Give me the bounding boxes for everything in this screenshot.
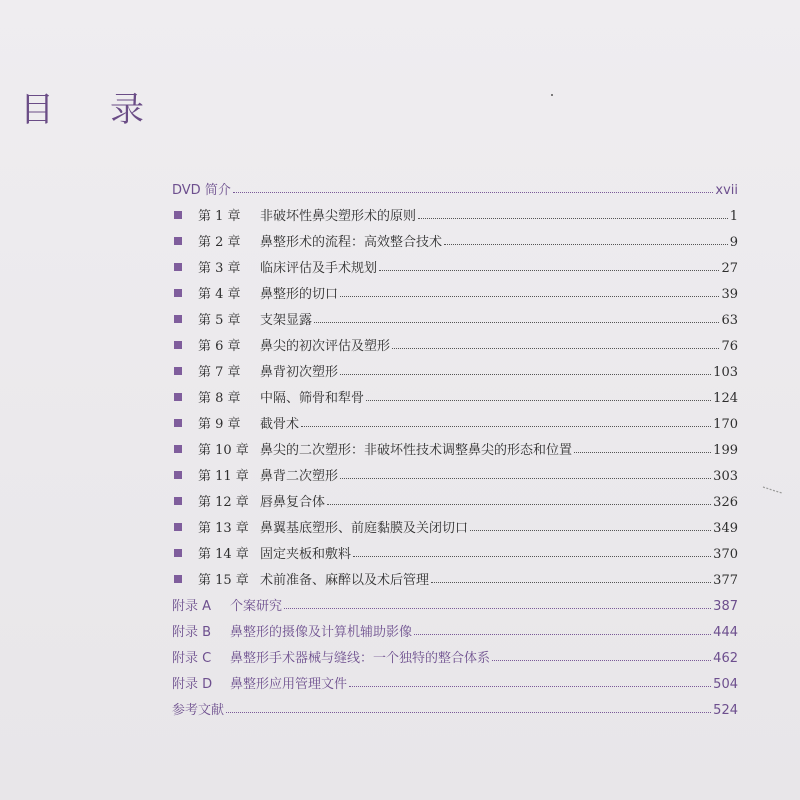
leader-dots (349, 685, 711, 687)
appendix-title: 个案研究 (230, 599, 283, 614)
bullet-square-icon (174, 237, 182, 245)
toc-entry-appendix[interactable] (172, 618, 738, 640)
toc-entry-appendix[interactable] (172, 644, 738, 666)
appendix-number: 附录 B (172, 625, 212, 640)
toc-entry-chapter[interactable] (172, 332, 738, 354)
chapter-number: 第 15 章 (198, 573, 249, 588)
toc-entry-chapter[interactable] (172, 280, 738, 302)
chapter-page: 9 (729, 235, 738, 250)
leader-dots (379, 269, 719, 271)
chapter-page: 199 (713, 443, 738, 458)
bullet-square-icon (174, 445, 182, 453)
appendix-title: 鼻整形手术器械与缝线：一个独特的整合体系 (230, 651, 491, 666)
toc-entry-chapter[interactable] (172, 488, 738, 510)
chapter-title: 中隔、筛骨和犁骨 (260, 391, 365, 406)
leader-dots (444, 243, 728, 245)
chapter-page: 370 (713, 547, 738, 562)
leader-dots (392, 347, 719, 349)
toc-entry-chapter[interactable] (172, 540, 738, 562)
toc-entry-appendix[interactable] (172, 592, 738, 614)
leader-dots (431, 581, 711, 583)
appendix-title: 鼻整形应用管理文件 (230, 677, 348, 692)
chapter-page: 303 (713, 469, 738, 484)
appendix-page: 504 (713, 677, 738, 692)
bullet-square-icon (174, 549, 182, 557)
bullet-square-icon (174, 263, 182, 271)
chapter-title: 鼻翼基底塑形、前庭黏膜及关闭切口 (260, 521, 469, 536)
chapter-number: 第 1 章 (198, 209, 241, 224)
chapter-title: 截骨术 (260, 417, 300, 432)
chapter-number: 第 14 章 (198, 547, 249, 562)
chapter-page: 124 (713, 391, 738, 406)
bullet-square-icon (174, 289, 182, 297)
chapter-number: 第 11 章 (198, 469, 249, 484)
appendix-page: 387 (713, 599, 738, 614)
bullet-square-icon (174, 211, 182, 219)
leader-dots (418, 217, 728, 219)
bullet-square-icon (174, 367, 182, 375)
chapter-title: 临床评估及手术规划 (260, 261, 378, 276)
leader-dots (470, 529, 711, 531)
toc-entry-label: DVD 简介 (172, 183, 231, 198)
leader-dots (353, 555, 711, 557)
chapter-number: 第 13 章 (198, 521, 249, 536)
chapter-title: 鼻尖的初次评估及塑形 (260, 339, 391, 354)
chapter-number: 第 3 章 (198, 261, 241, 276)
chapter-page: 76 (721, 339, 738, 354)
appendix-number: 附录 A (172, 599, 212, 614)
toc-entry-chapter[interactable] (172, 436, 738, 458)
toc-entry-chapter[interactable] (172, 384, 738, 406)
leader-dots (340, 477, 711, 479)
leader-dots (233, 191, 714, 193)
toc-entry-chapter[interactable] (172, 462, 738, 484)
chapter-title: 非破坏性鼻尖塑形术的原则 (260, 209, 417, 224)
page-title (20, 82, 146, 131)
leader-dots (340, 373, 711, 375)
appendix-number: 附录 D (172, 677, 213, 692)
toc-entry-chapter[interactable] (172, 306, 738, 328)
toc-entry-chapter[interactable] (172, 514, 738, 536)
chapter-page: 27 (721, 261, 738, 276)
chapter-page: 377 (713, 573, 738, 588)
chapter-page: 103 (713, 365, 738, 380)
chapter-page: 1 (729, 209, 738, 224)
bullet-square-icon (174, 471, 182, 479)
title-char-2: 录 (110, 90, 146, 130)
chapter-page: 63 (721, 313, 738, 328)
leader-dots (301, 425, 711, 427)
chapter-title: 鼻背初次塑形 (260, 365, 339, 380)
chapter-page: 39 (721, 287, 738, 302)
bullet-square-icon (174, 497, 182, 505)
chapter-number: 第 8 章 (198, 391, 241, 406)
chapter-number: 第 6 章 (198, 339, 241, 354)
toc-entry-appendix[interactable] (172, 670, 738, 692)
chapter-title: 唇鼻复合体 (260, 495, 326, 510)
appendix-page: 462 (713, 651, 738, 666)
chapter-number: 第 5 章 (198, 313, 241, 328)
appendix-page: 444 (713, 625, 738, 640)
chapter-number: 第 4 章 (198, 287, 241, 302)
chapter-number: 第 12 章 (198, 495, 249, 510)
chapter-number: 第 2 章 (198, 235, 241, 250)
leader-dots (284, 607, 711, 609)
leader-dots (340, 295, 719, 297)
chapter-title: 固定夹板和敷料 (260, 547, 352, 562)
chapter-title: 鼻整形的切口 (260, 287, 339, 302)
chapter-page: 170 (713, 417, 738, 432)
bullet-square-icon (174, 523, 182, 531)
title-char-1: 目 (20, 90, 56, 130)
toc-entry-references[interactable] (172, 696, 738, 718)
chapter-title: 鼻整形术的流程：高效整合技术 (260, 235, 443, 250)
leader-dots (314, 321, 719, 323)
toc-entry-page: xvii (715, 183, 738, 198)
chapter-title: 支架显露 (260, 313, 313, 328)
leader-dots (327, 503, 711, 505)
appendix-number: 附录 C (172, 651, 212, 666)
toc-entry-chapter[interactable] (172, 566, 738, 588)
leader-dots (492, 659, 711, 661)
bullet-square-icon (174, 393, 182, 401)
toc-entry-chapter[interactable] (172, 358, 738, 380)
bullet-square-icon (174, 419, 182, 427)
chapter-title: 鼻背二次塑形 (260, 469, 339, 484)
print-speck (551, 94, 553, 96)
chapter-number: 第 7 章 (198, 365, 241, 380)
bullet-square-icon (174, 341, 182, 349)
chapter-number: 第 9 章 (198, 417, 241, 432)
toc-entry-chapter[interactable] (172, 410, 738, 432)
leader-dots (366, 399, 711, 401)
references-label: 参考文献 (172, 703, 225, 718)
scratch-mark (762, 486, 784, 494)
toc-entry-dvd-intro[interactable] (172, 176, 738, 198)
chapter-page: 349 (713, 521, 738, 536)
leader-dots (574, 451, 711, 453)
references-page: 524 (713, 703, 738, 718)
chapter-title: 鼻尖的二次塑形：非破坏性技术调整鼻尖的形态和位置 (260, 443, 573, 458)
toc-entry-chapter[interactable] (172, 202, 738, 224)
chapter-title: 术前准备、麻醉以及术后管理 (260, 573, 430, 588)
toc-entry-chapter[interactable] (172, 254, 738, 276)
chapter-page: 326 (713, 495, 738, 510)
appendix-title: 鼻整形的摄像及计算机辅助影像 (230, 625, 413, 640)
toc-entry-chapter[interactable] (172, 228, 738, 250)
leader-dots (414, 633, 711, 635)
bullet-square-icon (174, 315, 182, 323)
chapter-number: 第 10 章 (198, 443, 249, 458)
bullet-square-icon (174, 575, 182, 583)
leader-dots (226, 711, 711, 713)
